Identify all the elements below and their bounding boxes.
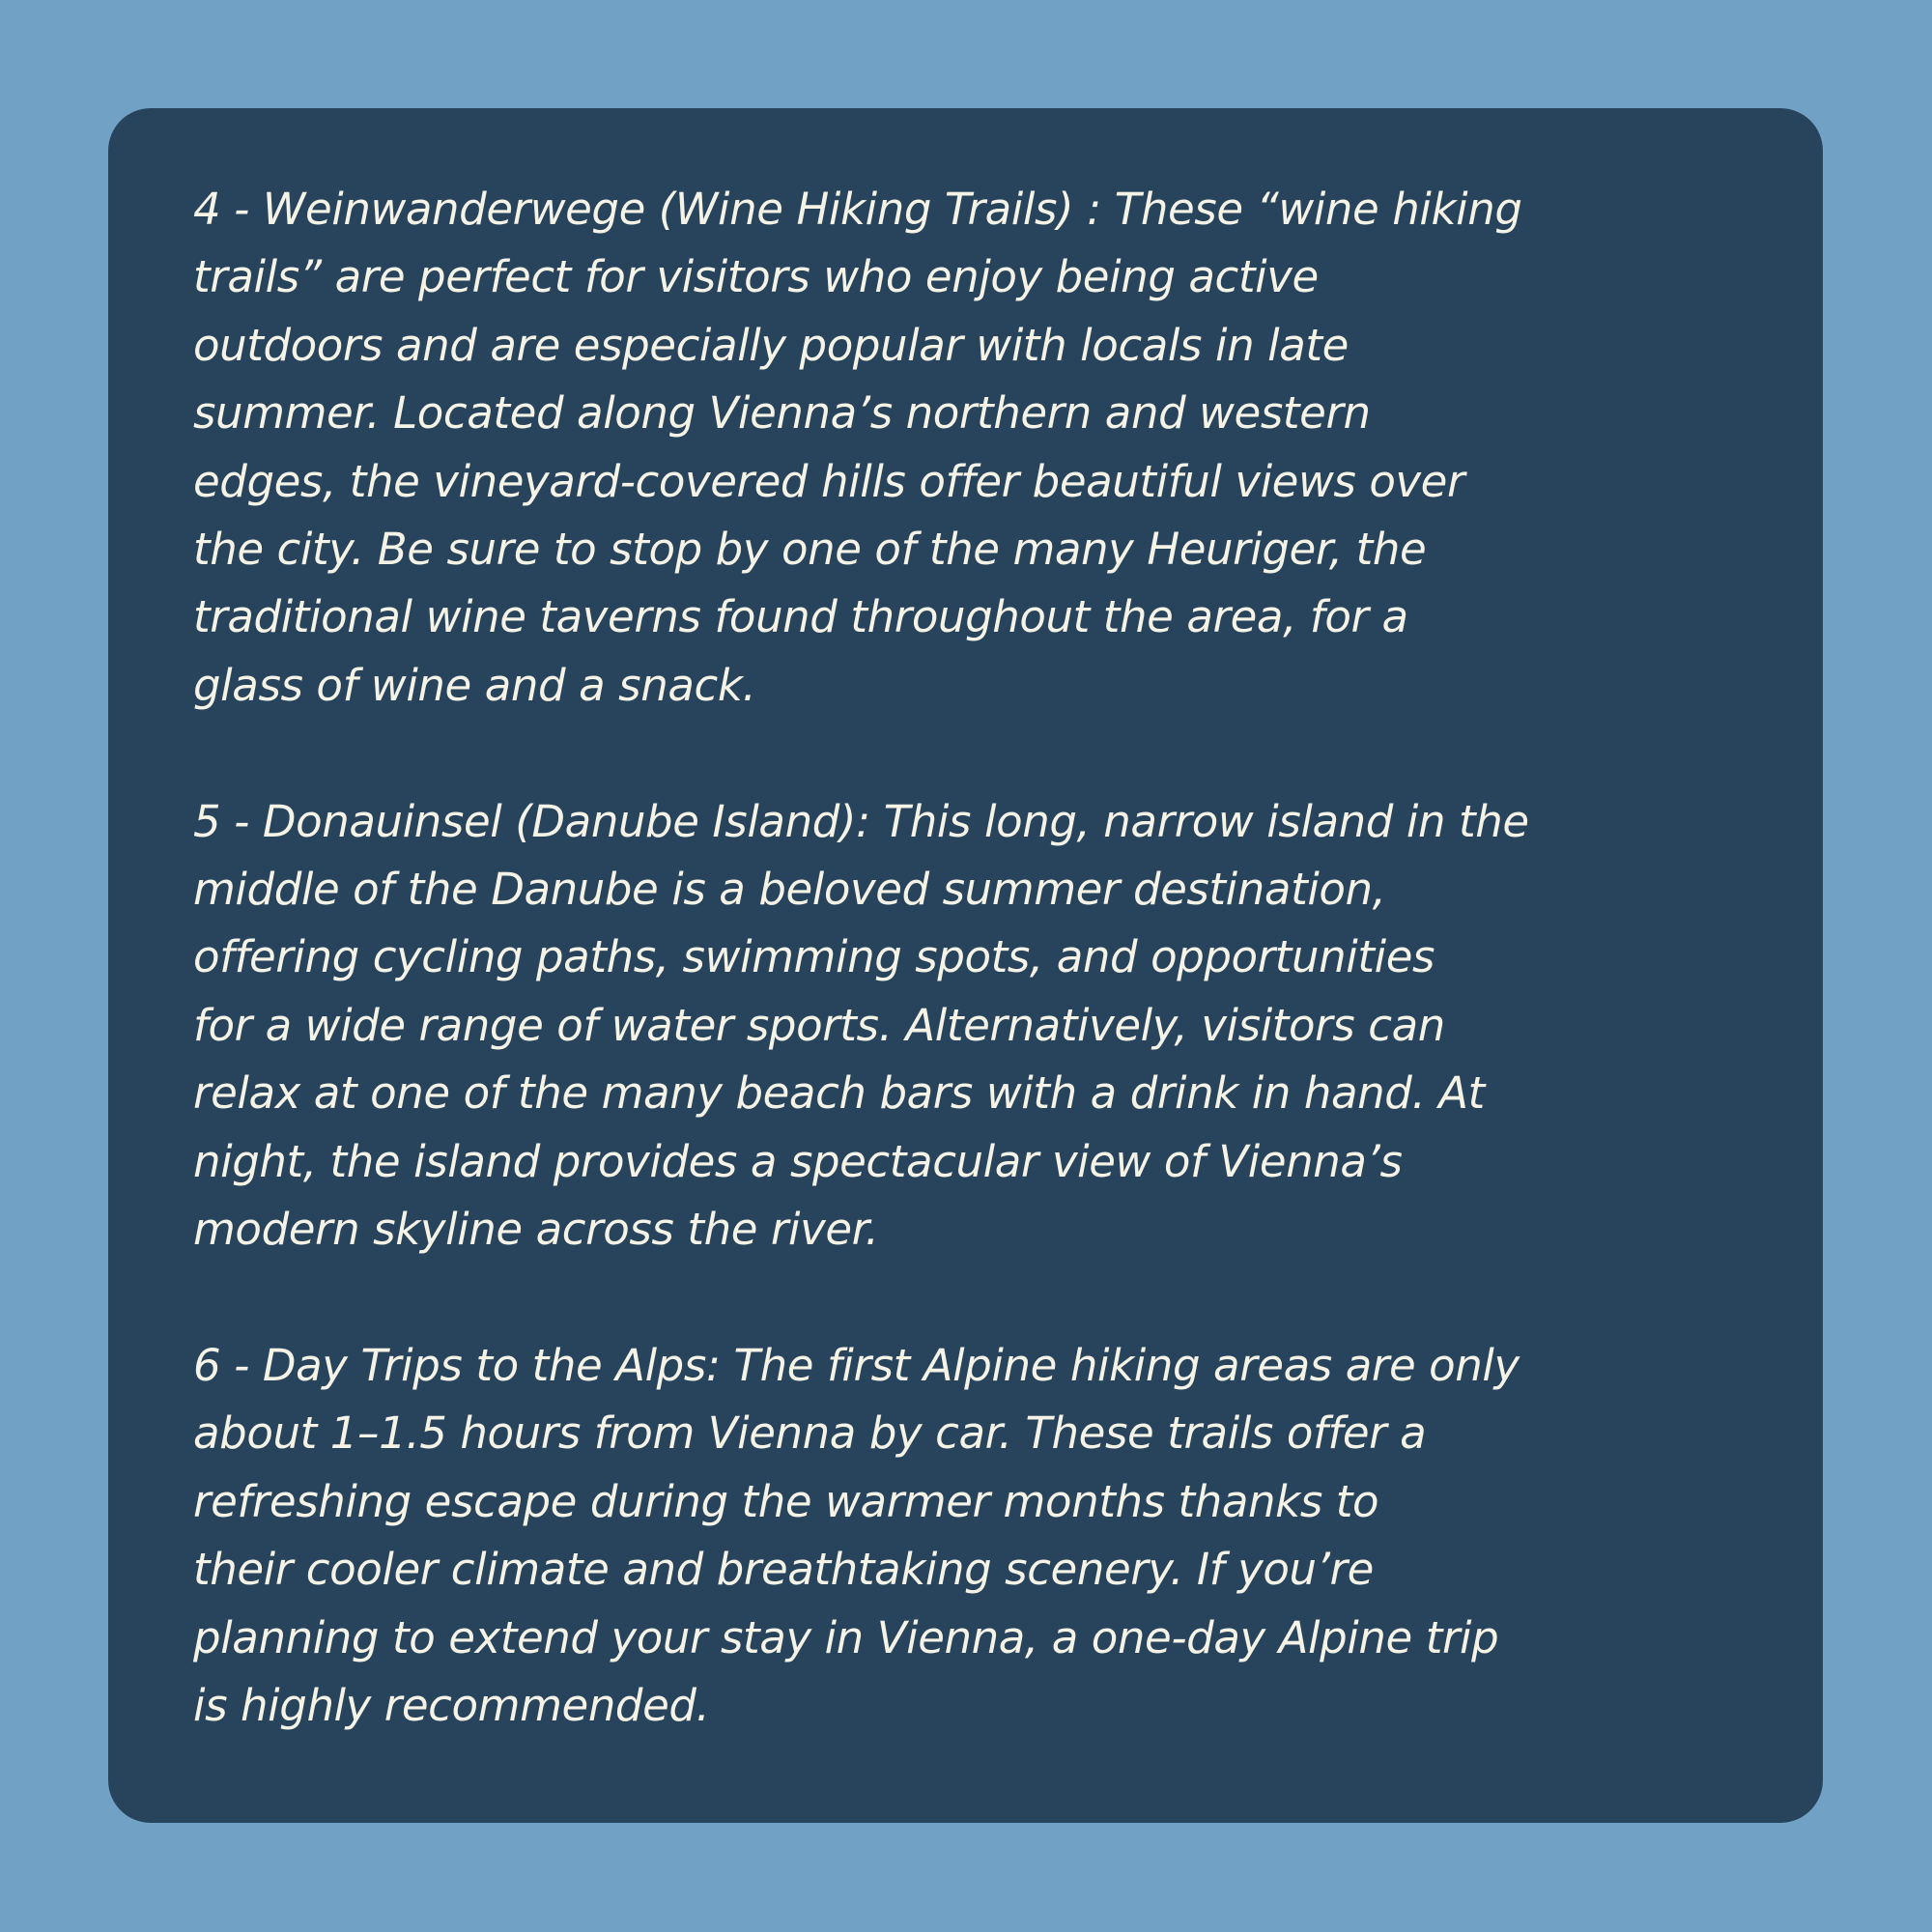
text-line: their cooler climate and breathtaking scenery. If you’re bbox=[193, 1544, 1374, 1596]
text-line: trails” are perfect for visitors who enjoy being active bbox=[193, 251, 1319, 303]
text-line: traditional wine taverns found throughout the area, for a bbox=[193, 591, 1408, 643]
text-line: 5 - Donauinsel (Danube Island): This long, narrow island in the bbox=[193, 795, 1529, 847]
text-line: edges, the vineyard-covered hills offer beautiful views over bbox=[193, 455, 1465, 507]
text-line: for a wide range of water sports. Alternatively, visitors can bbox=[193, 999, 1445, 1051]
text-line: modern skyline across the river. bbox=[193, 1204, 879, 1256]
section-5-paragraph bbox=[193, 788, 1747, 1264]
text-line: glass of wine and a snack. bbox=[193, 659, 756, 711]
text-line: is highly recommended. bbox=[193, 1679, 710, 1731]
text-line: refreshing escape during the warmer months thanks to bbox=[193, 1475, 1379, 1527]
text-line: summer. Located along Vienna’s northern and western bbox=[193, 387, 1371, 440]
text-line: offering cycling paths, swimming spots, and opportunities bbox=[193, 931, 1435, 983]
text-line: the city. Be sure to stop by one of the many Heuriger, the bbox=[193, 524, 1427, 576]
text-line: planning to extend your stay in Vienna, a one-day Alpine trip bbox=[193, 1611, 1499, 1663]
text-line: middle of the Danube is a beloved summer destination, bbox=[193, 864, 1386, 916]
text-line: relax at one of the many beach bars with a drink in hand. At bbox=[193, 1067, 1485, 1120]
paragraph-spacer bbox=[193, 720, 1747, 787]
content-card bbox=[108, 108, 1823, 1823]
text-line: 4 - Weinwanderwege (Wine Hiking Trails) : These “wine hiking bbox=[193, 184, 1522, 235]
section-6-paragraph bbox=[193, 1332, 1747, 1740]
text-line: about 1–1.5 hours from Vienna by car. These trails offer a bbox=[193, 1407, 1427, 1460]
section-4-paragraph bbox=[193, 176, 1747, 720]
text-line: 6 - Day Trips to the Alps: The first Alpine hiking areas are only bbox=[193, 1339, 1520, 1391]
text-line: outdoors and are especially popular with locals in late bbox=[193, 319, 1349, 371]
paragraph-spacer bbox=[193, 1264, 1747, 1331]
text-line: night, the island provides a spectacular view of Vienna’s bbox=[193, 1135, 1403, 1187]
